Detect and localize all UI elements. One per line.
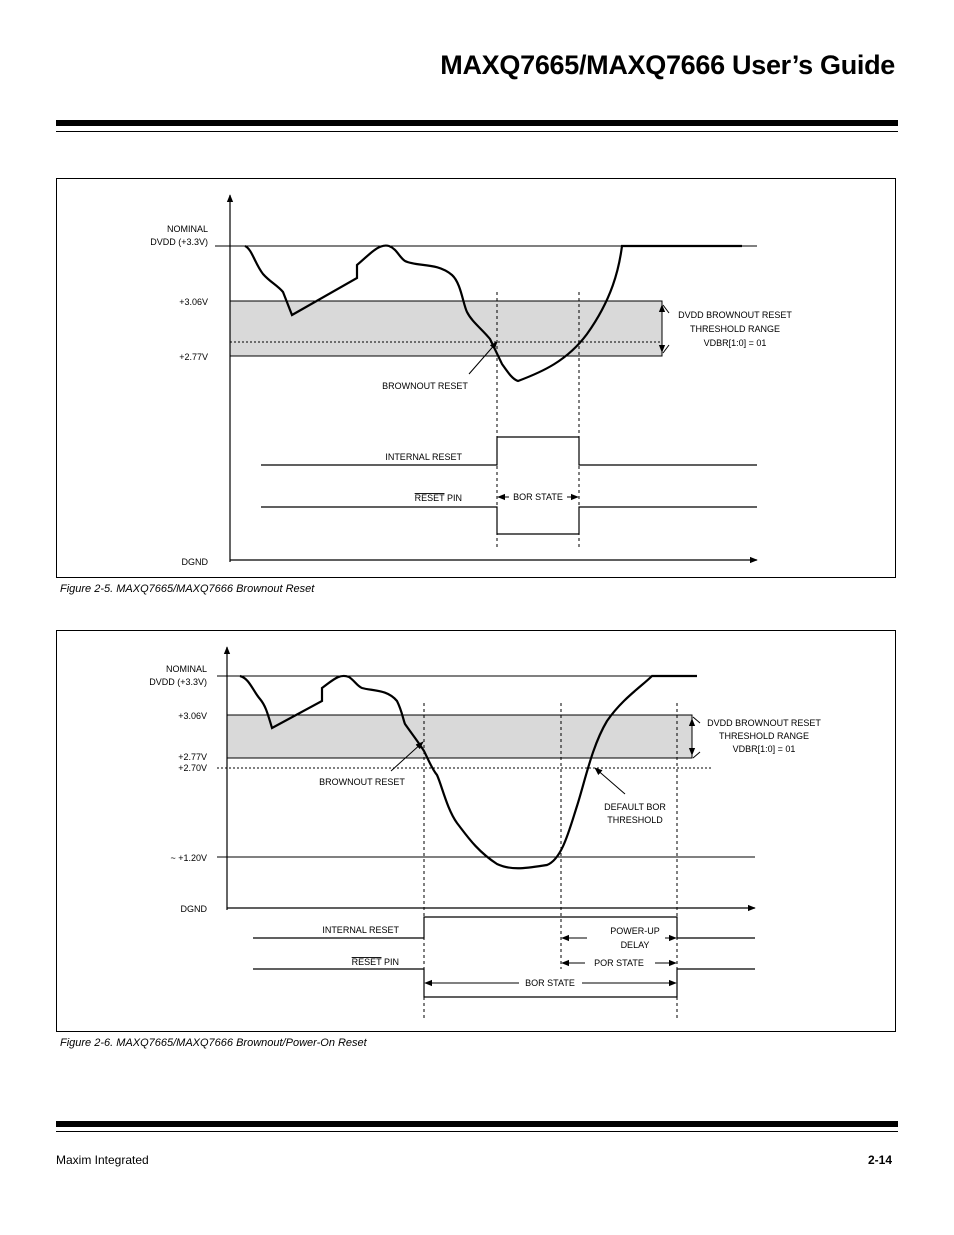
footer-rule-thick xyxy=(56,1121,898,1127)
footer-company: Maxim Integrated xyxy=(56,1153,149,1167)
reset-pin-overbar: RESET xyxy=(351,957,382,967)
powerup-label-1: POWER-UP xyxy=(610,926,660,936)
v306-label: +3.06V xyxy=(179,297,208,307)
header-rule-thin xyxy=(56,131,898,132)
range-label-2: THRESHOLD RANGE xyxy=(718,731,810,741)
range-label-3: VDBR[1:0] = 01 xyxy=(732,744,796,754)
internal-reset-label: INTERNAL RESET xyxy=(322,925,399,935)
reset-pin-suffix: PIN xyxy=(444,493,462,503)
default-bor-label-2: THRESHOLD xyxy=(607,815,663,825)
v277-label: +2.77V xyxy=(179,352,208,362)
nominal-label-2: DVDD (+3.3V) xyxy=(150,237,208,247)
nominal-label-1: NOMINAL xyxy=(166,224,208,234)
brownout-reset-label: BROWNOUT RESET xyxy=(382,381,468,391)
internal-reset-label: INTERNAL RESET xyxy=(385,452,462,462)
footer-rule-thin xyxy=(56,1131,898,1132)
range-label-1: DVDD BROWNOUT RESET xyxy=(678,310,792,320)
threshold-band xyxy=(227,715,692,758)
dvdd-waveform xyxy=(240,676,697,868)
default-bor-arrow xyxy=(595,768,625,794)
range-leader-bottom xyxy=(663,345,669,353)
range-label-1: DVDD BROWNOUT RESET xyxy=(707,718,821,728)
internal-reset-signal xyxy=(261,437,757,465)
nominal-label-1: NOMINAL xyxy=(165,664,207,674)
header-rule-thick xyxy=(56,120,898,126)
reset-pin-label xyxy=(352,957,399,967)
figure-brownout-reset xyxy=(56,178,896,578)
powerup-label-2: DELAY xyxy=(620,940,650,950)
threshold-band xyxy=(230,301,662,356)
footer-page-number: 2-14 xyxy=(867,1153,892,1167)
figure2-caption: Figure 2-6. MAXQ7665/MAXQ7666 Brownout/Power-On Reset xyxy=(60,1037,367,1049)
figure-brownout-poweron-reset xyxy=(56,630,896,1032)
dgnd-label: DGND xyxy=(181,557,208,567)
page-title: MAXQ7665/MAXQ7666 User’s Guide xyxy=(440,50,895,80)
range-leader-top xyxy=(693,717,700,723)
figure2-diagram xyxy=(57,631,897,1033)
reset-pin-suffix: PIN xyxy=(381,957,399,967)
range-label-3: VDBR[1:0] = 01 xyxy=(703,338,767,348)
figure1-caption: Figure 2-5. MAXQ7665/MAXQ7666 Brownout Reset xyxy=(60,583,315,595)
range-label-2: THRESHOLD RANGE xyxy=(689,324,781,334)
dgnd-label: DGND xyxy=(180,904,207,914)
default-bor-label-1: DEFAULT BOR xyxy=(604,802,666,812)
reset-pin-overbar: RESET xyxy=(414,493,445,503)
por-state-label: POR STATE xyxy=(594,958,644,968)
figure1-diagram xyxy=(57,179,897,579)
range-leader-top xyxy=(663,305,669,313)
reset-pin-label xyxy=(415,493,462,503)
v277-label: +2.77V xyxy=(178,752,207,762)
nominal-label-2: DVDD (+3.3V) xyxy=(149,677,207,687)
bor-state-label: BOR STATE xyxy=(525,978,575,988)
range-leader-bottom xyxy=(693,752,700,758)
bor-state-label: BOR STATE xyxy=(513,492,563,502)
brownout-reset-label: BROWNOUT RESET xyxy=(319,777,405,787)
v306-label: +3.06V xyxy=(178,711,207,721)
reset-pin-signal xyxy=(261,507,757,534)
v270-label: +2.70V xyxy=(178,763,207,773)
v120-label: ~ +1.20V xyxy=(170,853,207,863)
